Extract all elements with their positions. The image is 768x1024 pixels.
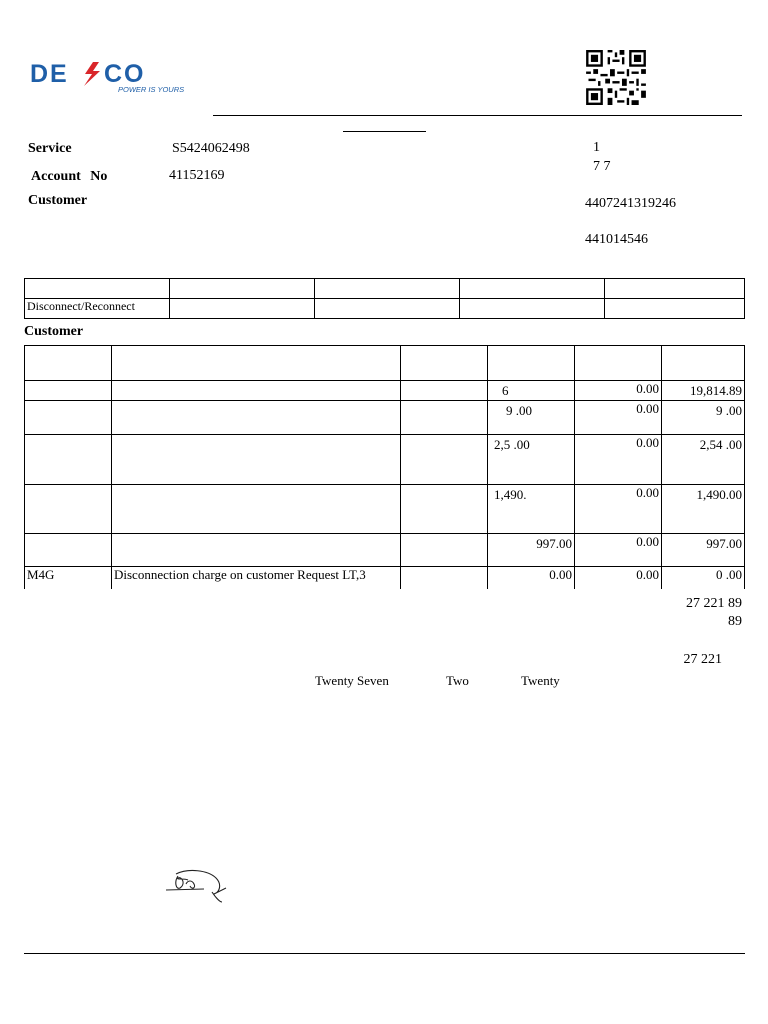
tagline: POWER IS YOURS	[118, 85, 185, 94]
table-cell: 0.00	[575, 401, 662, 435]
header-rule	[213, 115, 742, 116]
table-cell	[401, 381, 488, 401]
table-cell	[401, 567, 488, 589]
table-cell: 9 .00	[662, 401, 745, 435]
total-1: 27 221 89	[686, 596, 742, 611]
table-cell: Disconnection charge on customer Request LT,3	[112, 567, 401, 589]
table-cell: 9 .00	[488, 401, 575, 435]
account-value: 41152169	[169, 168, 225, 183]
table-cell	[401, 346, 488, 381]
table-cell	[401, 485, 488, 534]
table-cell	[575, 346, 662, 381]
table-cell: 6	[488, 381, 575, 401]
account-label: Account No	[31, 169, 108, 184]
table-row	[25, 567, 745, 589]
table-cell	[25, 485, 112, 534]
table-cell	[112, 346, 401, 381]
table-cell: 0 .00	[662, 567, 745, 589]
table-cell: 0.00	[488, 567, 575, 589]
table-cell: M4G	[25, 567, 112, 589]
table-cell: 2,5 .00	[488, 435, 575, 485]
right-value-2: 7 7	[593, 159, 611, 174]
table-row	[25, 485, 745, 534]
table-cell	[112, 401, 401, 435]
table-cell	[401, 534, 488, 567]
table-cell: 0.00	[575, 381, 662, 401]
right-value-3: 4407241319246	[585, 196, 676, 211]
table-row	[25, 401, 745, 435]
words-1: Twenty Seven	[315, 673, 389, 688]
total-3: 27 221	[683, 652, 722, 667]
connection-table	[24, 278, 745, 319]
table-cell	[25, 401, 112, 435]
table-cell: 2,54 .00	[662, 435, 745, 485]
qr-code-icon	[586, 50, 646, 105]
table-row	[25, 299, 745, 319]
table-cell	[112, 381, 401, 401]
table-cell: 0.00	[575, 435, 662, 485]
words-2: Two	[446, 673, 469, 688]
table-cell: 19,814.89	[662, 381, 745, 401]
charges-table	[24, 345, 745, 589]
table-cell: Disconnect/Reconnect	[25, 299, 170, 319]
table-cell: 997.00	[662, 534, 745, 567]
table-cell: 1,490.00	[662, 485, 745, 534]
footer-rule	[24, 953, 745, 954]
table-cell	[112, 534, 401, 567]
service-label: Service	[28, 141, 72, 156]
total-2: 89	[728, 614, 742, 629]
table-cell: 0.00	[575, 567, 662, 589]
table-header-row	[25, 346, 745, 381]
right-value-4: 441014546	[585, 232, 648, 247]
right-value-1: 1	[593, 140, 600, 155]
table-cell	[112, 435, 401, 485]
table-cell	[25, 381, 112, 401]
customer-label: Customer	[28, 193, 88, 208]
svg-text:CO: CO	[104, 60, 146, 88]
table-cell	[401, 401, 488, 435]
table-cell	[25, 534, 112, 567]
table-row	[25, 435, 745, 485]
desco-logo	[30, 60, 205, 96]
table-row	[25, 534, 745, 567]
table-cell: 1,490.	[488, 485, 575, 534]
table-cell: 0.00	[575, 485, 662, 534]
table-cell	[488, 346, 575, 381]
table-cell	[25, 346, 112, 381]
table-cell	[401, 435, 488, 485]
words-3: Twenty	[521, 673, 560, 688]
table-cell	[112, 485, 401, 534]
table-cell	[25, 435, 112, 485]
table-row	[25, 381, 745, 401]
table-row	[25, 279, 745, 299]
signature	[164, 868, 230, 906]
svg-text:DE: DE	[30, 60, 69, 88]
table-cell: 0.00	[575, 534, 662, 567]
service-value: S5424062498	[172, 141, 250, 156]
title-underline	[343, 131, 426, 132]
table-cell	[662, 346, 745, 381]
customer-section-label: Customer	[24, 324, 84, 339]
table-cell: 997.00	[488, 534, 575, 567]
